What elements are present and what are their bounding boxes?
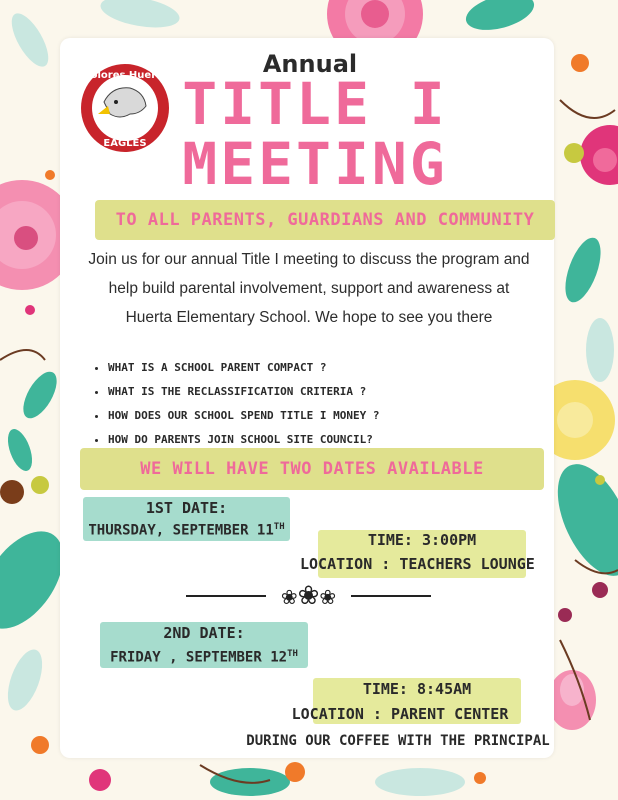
date1-day-text: THURSDAY, SEPTEMBER 11 xyxy=(88,522,274,539)
divider-line-right xyxy=(351,595,431,597)
annual-label: Annual xyxy=(262,50,358,78)
flower-icon: ❀ xyxy=(319,585,337,609)
intro-paragraph: Join us for our annual Title I meeting to discuss the program and help build parental involvement, support and awareness at Huerta Elementary School. We hope to see you there xyxy=(88,251,530,326)
list-item: • HOW DOES OUR SCHOOL SPEND TITLE I MONEY ? xyxy=(108,404,380,428)
questions-list xyxy=(90,356,380,452)
date1-time: TIME: 3:00PM xyxy=(367,531,477,549)
date1-suffix: TH xyxy=(273,522,285,532)
logo-bottom-text: EAGLES xyxy=(103,138,147,149)
flower-divider xyxy=(186,581,431,611)
divider-line-left xyxy=(186,595,266,597)
flower-icon xyxy=(580,125,618,185)
date2-label: 2ND DATE: xyxy=(163,624,245,642)
flower-icon: ❀ xyxy=(280,585,298,609)
flower-icon xyxy=(548,670,596,730)
date1-location: LOCATION : TEACHERS LOUNGE xyxy=(300,555,535,573)
list-item: • WHAT IS A SCHOOL PARENT COMPACT ? xyxy=(108,356,380,380)
page-title-line2: MEETING xyxy=(182,130,448,198)
list-item: • WHAT IS THE RECLASSIFICATION CRITERIA ? xyxy=(108,380,380,404)
audience-banner-text: TO ALL PARENTS, GUARDIANS AND COMMUNITY xyxy=(115,210,535,230)
date2-day-text: FRIDAY , SEPTEMBER 12 xyxy=(110,649,288,666)
date2-note: DURING OUR COFFEE WITH THE PRINCIPAL xyxy=(246,733,550,749)
date1-day xyxy=(83,522,290,539)
dates-banner-text: WE WILL HAVE TWO DATES AVAILABLE xyxy=(140,459,484,479)
date2-day xyxy=(100,649,308,666)
date2-location: LOCATION : PARENT CENTER xyxy=(291,705,509,723)
date1-label: 1ST DATE: xyxy=(145,499,228,517)
page-title-line1: TITLE I xyxy=(182,70,448,138)
date2-suffix: TH xyxy=(287,649,298,659)
date2-time: TIME: 8:45AM xyxy=(362,680,472,698)
audience-banner xyxy=(95,200,555,240)
divider-flowers xyxy=(268,581,349,611)
dates-banner xyxy=(80,448,544,490)
logo-top-text: Dolores Huerta xyxy=(82,70,168,81)
list-item: • HOW DO PARENTS JOIN SCHOOL SITE COUNCIL? xyxy=(108,428,380,452)
flower-icon: ❀ xyxy=(297,581,320,611)
